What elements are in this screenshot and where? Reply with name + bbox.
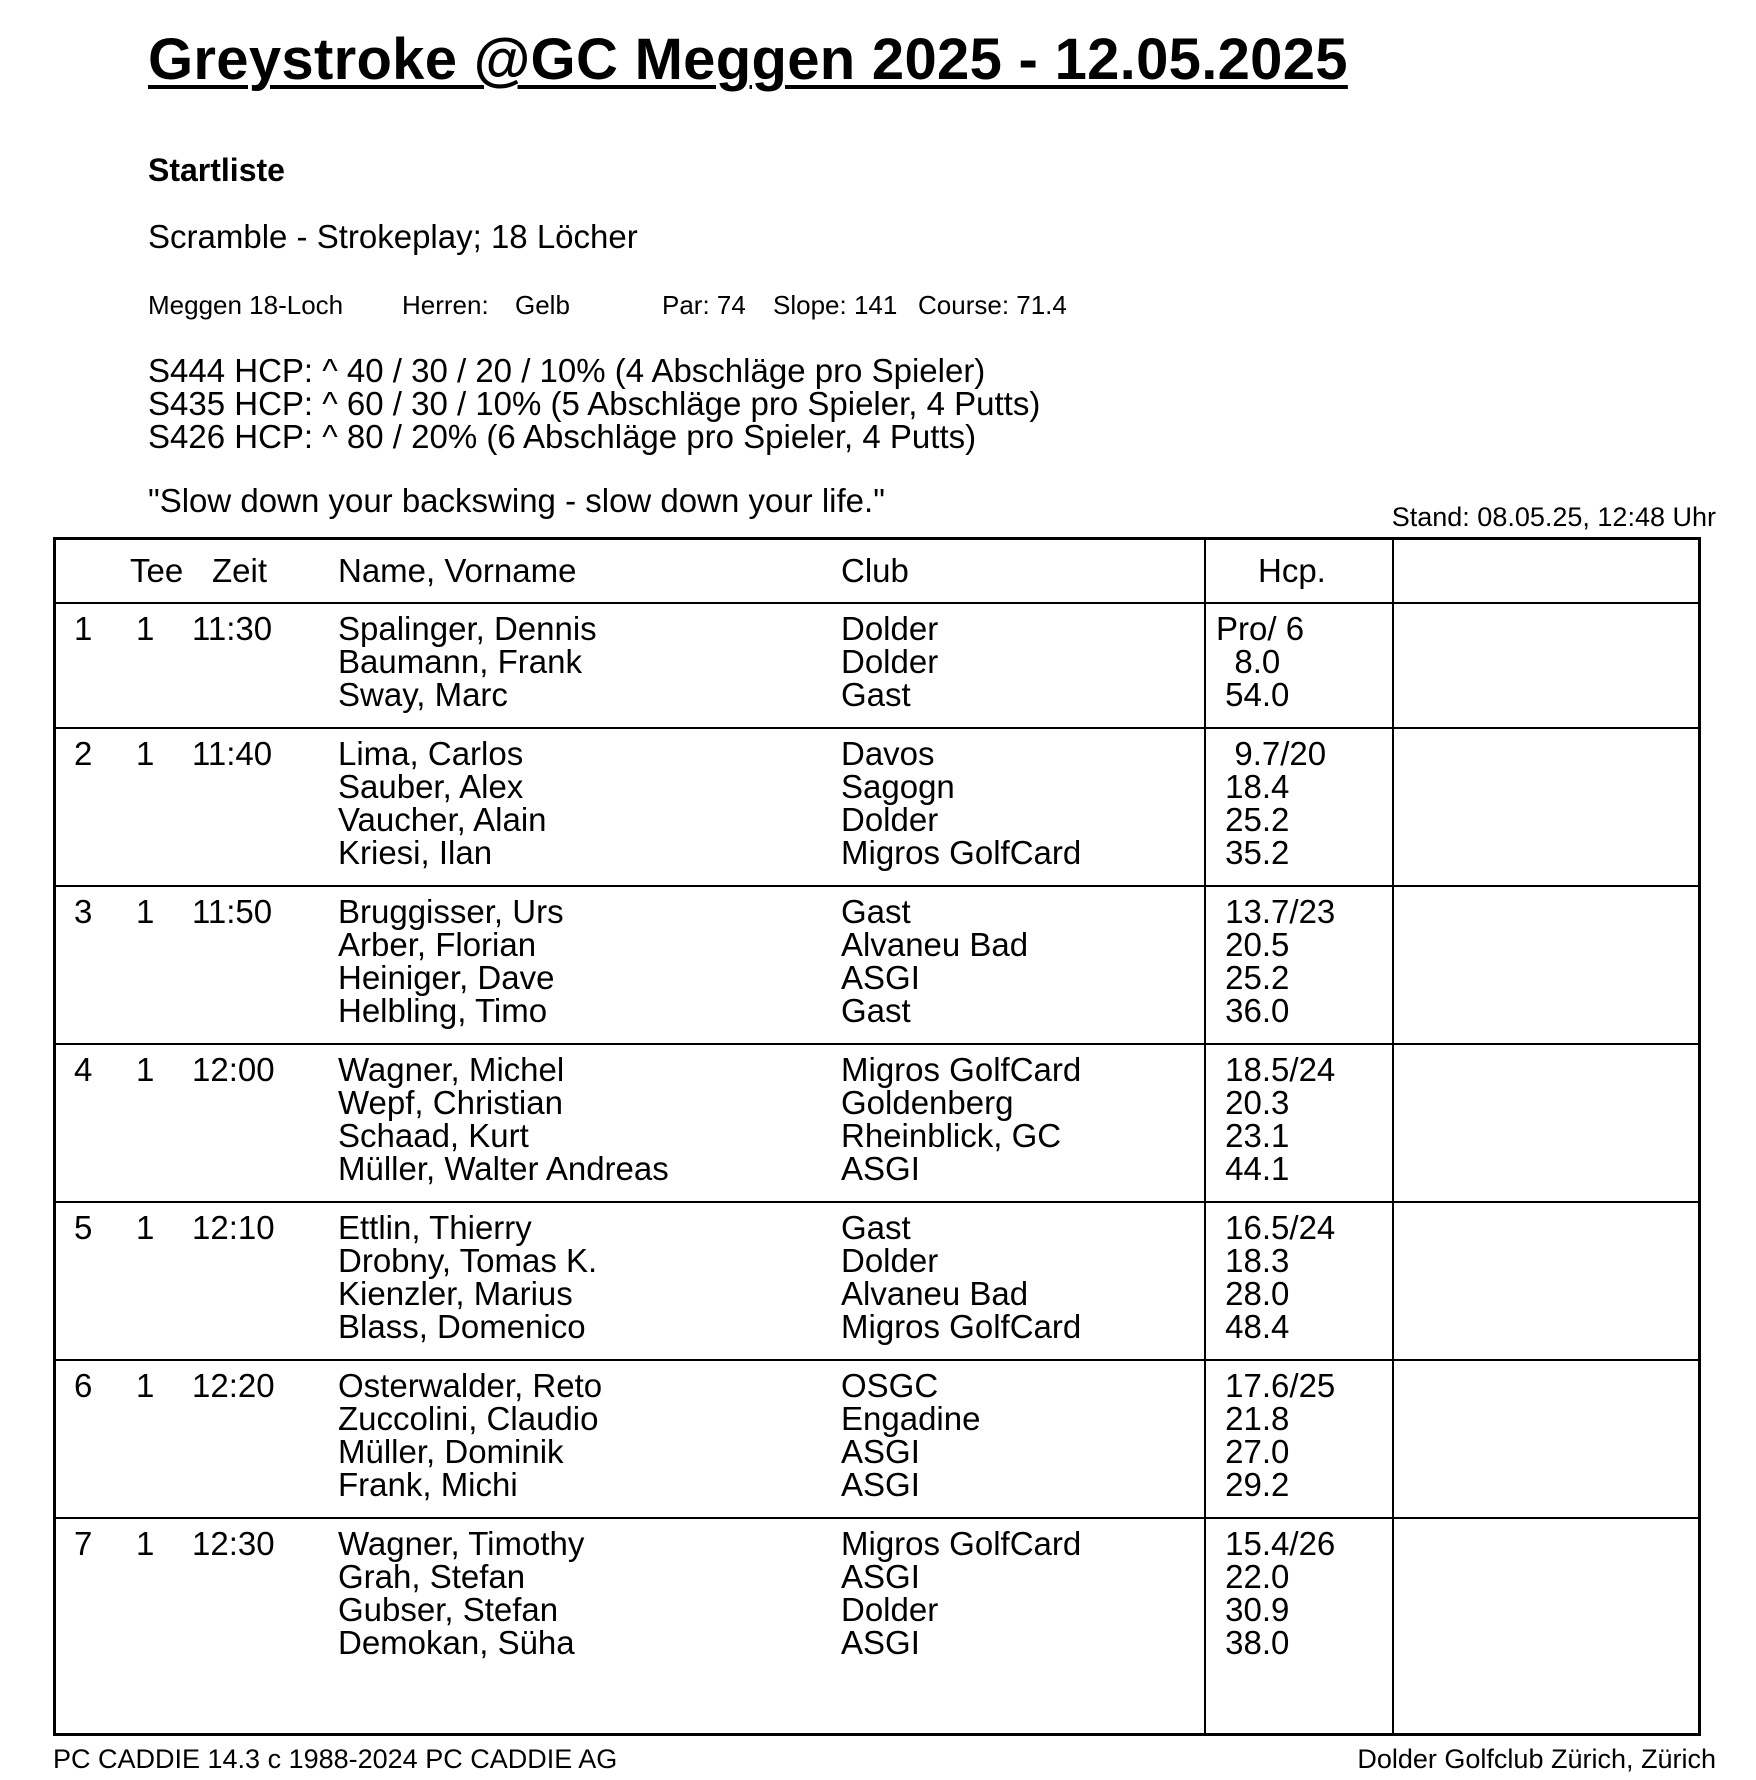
quote: "Slow down your backswing - slow down your life." <box>148 482 885 519</box>
player-club: Rheinblick, GC <box>841 1117 1062 1154</box>
player-names <box>338 612 597 711</box>
tee-number: 1 <box>136 1209 155 1246</box>
player-name: Gubser, Stefan <box>338 1591 559 1628</box>
player-hcp: 22.0 <box>1216 1558 1290 1595</box>
tee-number: 1 <box>136 735 155 772</box>
player-hcp: 8.0 <box>1216 643 1281 680</box>
player-club: Gast <box>841 676 911 713</box>
start-time: 11:50 <box>192 893 273 930</box>
tee-number: 1 <box>136 1051 155 1088</box>
column-divider <box>1392 540 1394 1733</box>
course-par: Par: 74 <box>662 290 746 320</box>
player-hcp: 36.0 <box>1216 992 1290 1029</box>
column-header-hcp: Hcp. <box>1258 552 1326 589</box>
player-clubs <box>841 1211 1081 1343</box>
player-hcp: 38.0 <box>1216 1624 1290 1661</box>
player-hcp: 35.2 <box>1216 834 1290 871</box>
player-hcp: 48.4 <box>1216 1308 1290 1345</box>
player-name: Vaucher, Alain <box>338 801 547 838</box>
player-hcp: 44.1 <box>1216 1150 1290 1187</box>
group-divider <box>56 885 1698 887</box>
footer-club: Dolder Golfclub Zürich, Zürich <box>1357 1744 1716 1774</box>
group-number: 5 <box>74 1209 93 1246</box>
group-number: 3 <box>74 893 93 930</box>
player-hcp: 27.0 <box>1216 1433 1290 1470</box>
player-hcp: 9.7/20 <box>1216 735 1327 772</box>
player-hcp: 20.5 <box>1216 926 1290 963</box>
course-name: Meggen 18-Loch <box>148 290 344 320</box>
player-club: Dolder <box>841 610 939 647</box>
player-club: Sagogn <box>841 768 955 805</box>
player-names <box>338 1053 669 1185</box>
hcp-rule: S426 HCP: ^ 80 / 20% (6 Abschläge pro Spieler, 4 Putts) <box>148 418 977 455</box>
player-names <box>338 1369 602 1501</box>
player-name: Demokan, Süha <box>338 1624 575 1661</box>
player-handicaps <box>1216 737 1326 869</box>
column-header-club: Club <box>841 552 909 589</box>
player-clubs <box>841 612 938 711</box>
start-time: 11:30 <box>192 610 273 647</box>
player-handicaps <box>1216 895 1335 1027</box>
player-name: Müller, Walter Andreas <box>338 1150 669 1187</box>
player-club: Migros GolfCard <box>841 1308 1082 1345</box>
player-club: Davos <box>841 735 935 772</box>
player-clubs <box>841 1527 1081 1659</box>
column-divider <box>1204 540 1206 1733</box>
player-club: Gast <box>841 893 911 930</box>
tee-number: 1 <box>136 1367 155 1404</box>
player-hcp: 17.6/25 <box>1216 1367 1336 1404</box>
start-time: 12:00 <box>192 1051 275 1088</box>
player-name: Wagner, Michel <box>338 1051 565 1088</box>
player-club: Dolder <box>841 643 939 680</box>
player-club: Gast <box>841 1209 911 1246</box>
start-time: 12:20 <box>192 1367 275 1404</box>
player-club: Alvaneu Bad <box>841 1275 1029 1312</box>
player-club: ASGI <box>841 1624 920 1661</box>
document-subtitle: Startliste <box>148 152 285 188</box>
player-hcp: 18.3 <box>1216 1242 1290 1279</box>
column-header-name: Name, Vorname <box>338 552 577 589</box>
player-names <box>338 1211 597 1343</box>
group-divider <box>56 1043 1698 1045</box>
hcp-rule: S444 HCP: ^ 40 / 30 / 20 / 10% (4 Abschläge pro Spieler) <box>148 352 986 389</box>
player-name: Sauber, Alex <box>338 768 524 805</box>
player-clubs <box>841 737 1081 869</box>
hcp-rule: S435 HCP: ^ 60 / 30 / 10% (5 Abschläge pro Spieler, 4 Putts) <box>148 385 1041 422</box>
player-club: ASGI <box>841 1150 920 1187</box>
player-handicaps <box>1216 612 1304 711</box>
player-name: Wagner, Timothy <box>338 1525 585 1562</box>
group-divider <box>56 1359 1698 1361</box>
column-header-zeit: Zeit <box>212 552 268 589</box>
player-name: Arber, Florian <box>338 926 537 963</box>
player-club: Engadine <box>841 1400 981 1437</box>
player-club: Migros GolfCard <box>841 834 1082 871</box>
tee-label: Herren: <box>402 290 489 320</box>
player-handicaps <box>1216 1053 1335 1185</box>
player-name: Kriesi, Ilan <box>338 834 493 871</box>
player-name: Müller, Dominik <box>338 1433 564 1470</box>
player-hcp: 20.3 <box>1216 1084 1290 1121</box>
player-hcp: Pro/ 6 <box>1216 610 1305 647</box>
player-name: Ettlin, Thierry <box>338 1209 532 1246</box>
player-name: Spalinger, Dennis <box>338 610 597 647</box>
player-clubs <box>841 1369 980 1501</box>
player-name: Bruggisser, Urs <box>338 893 564 930</box>
page-title: Greystroke @GC Meggen 2025 - 12.05.2025 <box>148 27 1348 92</box>
player-hcp: 13.7/23 <box>1216 893 1336 930</box>
player-name: Zuccolini, Claudio <box>338 1400 599 1437</box>
player-club: Dolder <box>841 1591 939 1628</box>
player-hcp: 23.1 <box>1216 1117 1290 1154</box>
player-name: Kienzler, Marius <box>338 1275 573 1312</box>
course-slope: Slope: 141 <box>773 290 898 320</box>
player-club: OSGC <box>841 1367 939 1404</box>
player-hcp: 18.5/24 <box>1216 1051 1336 1088</box>
column-header-tee: Tee <box>130 552 184 589</box>
player-name: Baumann, Frank <box>338 643 582 680</box>
course-rating: Course: 71.4 <box>918 290 1067 320</box>
player-names <box>338 1527 584 1659</box>
tee-number: 1 <box>136 893 155 930</box>
player-name: Drobny, Tomas K. <box>338 1242 598 1279</box>
group-divider <box>56 1517 1698 1519</box>
start-time: 12:10 <box>192 1209 275 1246</box>
header-divider <box>56 602 1698 604</box>
group-number: 6 <box>74 1367 93 1404</box>
player-hcp: 16.5/24 <box>1216 1209 1336 1246</box>
player-name: Blass, Domenico <box>338 1308 586 1345</box>
group-divider <box>56 727 1698 729</box>
tee-number: 1 <box>136 1525 155 1562</box>
player-hcp: 18.4 <box>1216 768 1290 805</box>
player-club: ASGI <box>841 1558 920 1595</box>
player-name: Heiniger, Dave <box>338 959 555 996</box>
tee-color: Gelb <box>515 290 570 320</box>
player-club: Gast <box>841 992 911 1029</box>
player-hcp: 15.4/26 <box>1216 1525 1336 1562</box>
start-time: 12:30 <box>192 1525 275 1562</box>
player-hcp: 29.2 <box>1216 1466 1290 1503</box>
player-hcp: 25.2 <box>1216 801 1290 838</box>
stand-timestamp: Stand: 08.05.25, 12:48 Uhr <box>1391 502 1716 532</box>
player-club: ASGI <box>841 959 920 996</box>
group-number: 4 <box>74 1051 93 1088</box>
player-name: Frank, Michi <box>338 1466 518 1503</box>
player-club: Alvaneu Bad <box>841 926 1029 963</box>
player-name: Lima, Carlos <box>338 735 524 772</box>
player-hcp: 54.0 <box>1216 676 1290 713</box>
player-hcp: 28.0 <box>1216 1275 1290 1312</box>
player-hcp: 25.2 <box>1216 959 1290 996</box>
footer-software: PC CADDIE 14.3 c 1988-2024 PC CADDIE AG <box>53 1744 618 1774</box>
player-name: Sway, Marc <box>338 676 508 713</box>
player-club: ASGI <box>841 1466 920 1503</box>
player-hcp: 21.8 <box>1216 1400 1290 1437</box>
player-club: ASGI <box>841 1433 920 1470</box>
player-name: Grah, Stefan <box>338 1558 526 1595</box>
player-club: Migros GolfCard <box>841 1051 1082 1088</box>
player-name: Helbling, Timo <box>338 992 548 1029</box>
group-number: 7 <box>74 1525 93 1562</box>
tee-number: 1 <box>136 610 155 647</box>
player-club: Goldenberg <box>841 1084 1014 1121</box>
competition-format: Scramble - Strokeplay; 18 Löcher <box>148 218 638 255</box>
player-handicaps <box>1216 1369 1335 1501</box>
player-club: Dolder <box>841 801 939 838</box>
group-number: 1 <box>74 610 93 647</box>
player-clubs <box>841 895 1028 1027</box>
player-handicaps <box>1216 1527 1335 1659</box>
player-names <box>338 737 547 869</box>
player-name: Osterwalder, Reto <box>338 1367 603 1404</box>
player-name: Schaad, Kurt <box>338 1117 529 1154</box>
player-club: Migros GolfCard <box>841 1525 1082 1562</box>
player-handicaps <box>1216 1211 1335 1343</box>
player-name: Wepf, Christian <box>338 1084 563 1121</box>
player-hcp: 30.9 <box>1216 1591 1290 1628</box>
start-list-table <box>53 537 1701 1736</box>
player-clubs <box>841 1053 1081 1185</box>
player-names <box>338 895 564 1027</box>
start-time: 11:40 <box>192 735 273 772</box>
player-club: Dolder <box>841 1242 939 1279</box>
group-number: 2 <box>74 735 93 772</box>
group-divider <box>56 1201 1698 1203</box>
